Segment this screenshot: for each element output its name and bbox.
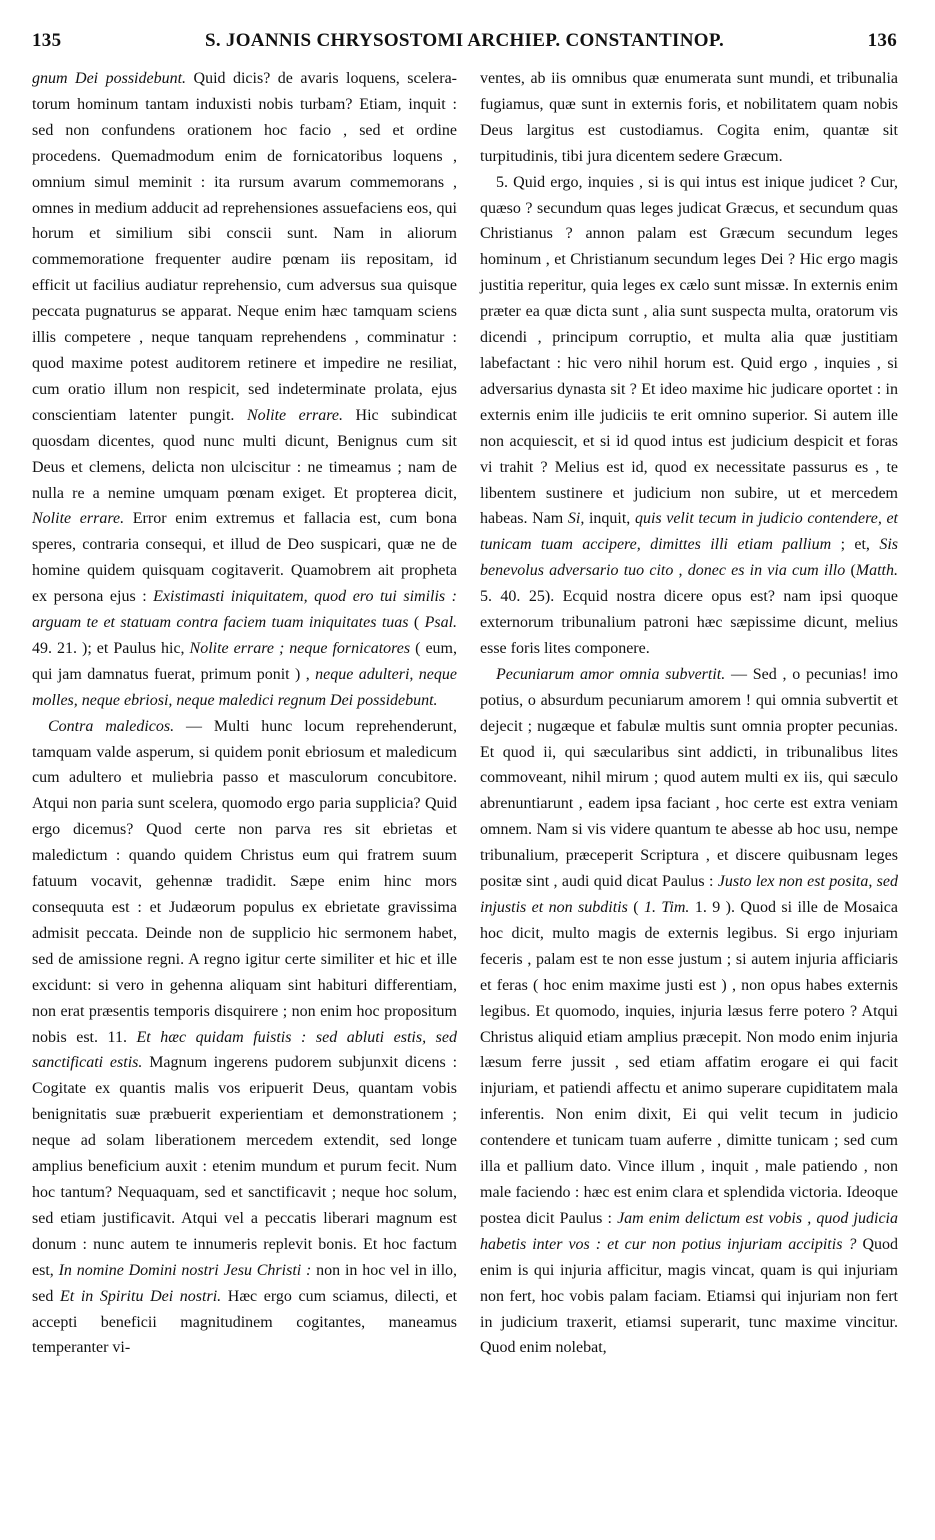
page-number-right: 136 xyxy=(867,30,897,51)
paragraph xyxy=(32,66,457,714)
paragraph xyxy=(480,66,898,170)
paragraph xyxy=(32,714,457,1362)
italic-run: Et hæc quidam fuistis : sed abluti estis, sed sanctificati estis. xyxy=(32,1028,457,1072)
text-run: ventes, ab iis omnibus quæ enumerata sunt mundi, et tribunalia fugiamus, quæ sunt in externis foris, et nobilitatem quam nobis Deus largitus est custodiamus. Cogita enim, quantæ sit turpitudinis, tibi jura dicentem sedere Græcum. xyxy=(480,70,898,165)
text-run: Quod enim is qui injuria afficitur, magis vincat, quam is qui injuriam non fert, hoc vobis palam faciam. Etiamsi qui injuriam non fert in judicium traxerit, etiamsi superarit, tunc maxime vincitur. Quod enim nolebat, xyxy=(480,1235,898,1357)
italic-run: Si, xyxy=(567,510,585,528)
text-run: Hæc ergo cum sciamus, dilecti, et accepti beneficii magnitudinem cogitantes, maneamus temperanter vi- xyxy=(32,1287,458,1357)
italic-run: quis velit tecum in judicio contendere, et tunicam tuam accipere, dimittes illi etiam pallium xyxy=(480,510,899,554)
text-run: Quid dicis? de avaris loquens, sceleratorum hominum tantam induxisti nobis turbam? Etiam, inquit : sed non confundens orationem hoc facio , sed et ordine procedens. Quemadmodum enim de fornicatoribus loquens , omnium simul meminit : ita rursum avarum commemorans , omnes in medium adducit ad reprehensiones assuefaciens eos, qui horum et similium sibi conscii sunt. Nam in aliorum commemoratione frequenter audire pœnam iis repositam, id efficit ut facilius audiatur reprehensio, cum adversus sua quisque peccata pugnaturus se apparat. Neque enim hæc tamquam sciens illis competere , neque tanquam reprehendens , comminatur : quod maxime potest auditorem retinere et impedire ne resiliat, cum oratio illum non respicit, sed indeterminate prolata, ejus conscientiam latenter pungit. xyxy=(32,70,457,424)
page-header xyxy=(32,30,897,60)
left-column xyxy=(32,66,457,1361)
text-run: ( xyxy=(627,899,644,916)
paragraph xyxy=(480,662,898,1361)
text-run: Error enim extremus et fallacia est, cum bona speres, contraria consequi, et illud de Deo suspicari, quæ ne de homine quidem quisquam cogitaverit. Quamobrem ait propheta ex persona ejus : xyxy=(32,510,458,606)
italic-run: Justo lex non est posita, sed injustis et non subditis xyxy=(480,873,899,916)
italic-run: Existimasti iniquitatem, quod ero tui similis : arguam te et statuam contra faciem tuam iniquitates tuas xyxy=(32,588,458,632)
italic-run: Contra maledicos. xyxy=(48,717,175,735)
italic-run: Sis benevolus adversario tuo cito , donec es in via cum illo xyxy=(480,536,898,580)
text-run: 5. Quid ergo, inquies , si is qui intus est inique judicet ? Cur, quæso ? secundum quas leges judicat Græcus, et secundum quas Christianus ? annon palam est Græcum secundum leges hominum , et Christianum secundum leges Dei ? Hic ergo magis justitia reperitur, quia leges ex cælo sunt missæ. In externis enim præter ea quæ dicta sunt , alia sunt suspecta multa, oratorum vis dicendi , principum corruptio, et multa alia quæ justitiam labefactant : hic vero nihil horum est. Quid ergo , inquies , si adversarius dynasta sit ? Et ideo maxime hic judicare oportet : in externis enim ille judiciis te erit omnino superior. Si autem ille non acquiescit, et si id quod intus est judicium despicit et foras vi trahit ? Melius est id, quod ex necessitate passurus es , te libentem sustinere et judicium non subire, ut et mercedem habeas. Nam xyxy=(480,173,898,528)
text-run: 1. 9 ). Quod si ille de Mosaica hoc dicit, multo magis de externis legibus. Si ergo injuriam feceris , palam est te non esse justum ; si autem injuria afficiaris et feras ( hoc enim maxime justi est ) , non opus habes externis legibus. Et quomodo, inquies, injuria læsus ferre potero ? Atqui Christus aliquid etiam amplius præcepit. Non modo enim injuria læsum ferre jussit , sed etiam affatim erogare ei qui facit injuriam, et patiendi affectu et animo superare cupiditatem mala inferentis. Non enim dixit, Ei qui velit tecum in judicio contendere et tunicam tuam auferre , dimitte tunicam ; sed cum illa et pallium dato. Vince illum , inquit , male patiendo , non male faciendo : hæc est enim clara et splendida victoria. Ideoque postea dicit Paulus : xyxy=(480,899,899,1227)
text-run: non in hoc vel in illo, sed xyxy=(32,1261,458,1305)
italic-run: neque adulteri, neque molles, neque ebriosi, neque maledici regnum Dei possidebunt. xyxy=(32,665,457,709)
text-run: Magnum ingerens pudorem subjunxit dicens : Cogitate ex quantis malis vos eripuerit Deus, quantam vobis benignitatis suæ præbuerit experientiam et demonstrationem ; neque ad solam liberationem mercedem extendit, sed longe amplius beneficium auxit : etenim mundum et purum fecit. Num hoc tantum? Nequaquam, sed et sanctificavit ; neque hoc solum, sed etiam justificavit. Atqui vel a peccatis liberari magnum est donum : nunc autem te innumeris replevit bonis. Et hoc factum est, xyxy=(32,1054,458,1279)
text-run: 49. 21. ); et Paulus hic, xyxy=(32,639,190,657)
text-run: 5. 40. 25). Ecquid nostra dicere opus est? nam ipsi quoque externorum tribunalium patroni hæc sæpissime dicunt, melius esse foris lites componere. xyxy=(480,588,898,657)
text-run: ( xyxy=(408,614,425,632)
italic-run: Psal. xyxy=(424,614,458,632)
italic-run: Nolite errare. xyxy=(247,406,343,424)
page-number-left: 135 xyxy=(32,30,62,51)
running-title: S. JOANNIS CHRYSOSTOMI ARCHIEP. CONSTANTINOP. xyxy=(204,30,725,51)
text-run: ( eum, qui jam damnatus fuerat, primum ponit ) , xyxy=(32,639,457,683)
text-run: ( xyxy=(845,562,856,580)
italic-run: gnum Dei possidebunt. xyxy=(32,70,187,87)
paragraph xyxy=(480,170,898,662)
text-run: inquit, xyxy=(584,510,635,528)
italic-run: Nolite errare ; neque fornicatores xyxy=(189,639,411,657)
italic-run: In nomine Domini nostri Jesu Christi : xyxy=(58,1261,312,1279)
italic-run: 1. Tim. xyxy=(643,899,690,916)
italic-run: Matth. xyxy=(855,562,898,580)
italic-run: Pecuniarum amor omnia subvertit. xyxy=(496,665,726,683)
text-run: Hic subindicat quosdam dicentes, quod nunc multi dicunt, Benignus cum sit Deus et clemens, delicta non ulciscitur : ne timeamus ; nam de nulla re a nemine umquam pœnam exiget. Et propterea dicit, xyxy=(32,406,457,502)
italic-run: Nolite errare. xyxy=(32,510,125,528)
text-run: ; et, xyxy=(831,536,880,554)
text-run: — Multi hunc locum reprehenderunt, tamquam valde asperum, si quidem ponit ebriosum et maledicum cum adultero et muliebria passo et masculorum concubitore. Atqui non paria sunt scelera, quomodo ergo paria supplicia? Quid ergo dicemus? Quod certe non parva res sit ebrietas et maledictum : quando quidem Christus eum qui fratrem suum fatuum vocavit, gehennæ tradidit. Sæpe enim hinc mors consequuta est : et Judæorum populus ex ebrietate gravissima admisit peccata. Deinde non de supplicio hic sermonem habet, sed de amissione regni. A regno igitur certe similiter et hic et ille excidunt: si vero in gehenna aliquam sint habituri differentiam, non erat præsentis temporis disquirere ; non enim hoc propositum nobis est. 11. xyxy=(32,717,458,1046)
right-column xyxy=(480,66,898,1361)
text-run: — Sed , o pecunias! imo potius, o absurdum pecuniarum amorem ! qui omnia subvertit et dejecit ; nugæque et fabulæ multis sunt omnia propter pecunias. Et quod ii, qui sæcularibus sint addicti, in tribunalibus lites commoveant, nihil mirum ; quod autem multi ex iis, qui sæculo abrenuntiarunt , eadem ipsa faciant , hoc certe est extra veniam omnem. Nam si vis videre quantum te abesse ab hoc usu, nempe tribunalium, præceperit Scriptura , et discere quibusnam leges positæ sint , audi quid dicat Paulus : xyxy=(480,665,898,891)
italic-run: Jam enim delictum est vobis , quod judicia habetis inter vos : et cur non potius injuriam accipitis ? xyxy=(480,1209,898,1253)
italic-run: Et in Spiritu Dei nostri. xyxy=(59,1287,222,1305)
